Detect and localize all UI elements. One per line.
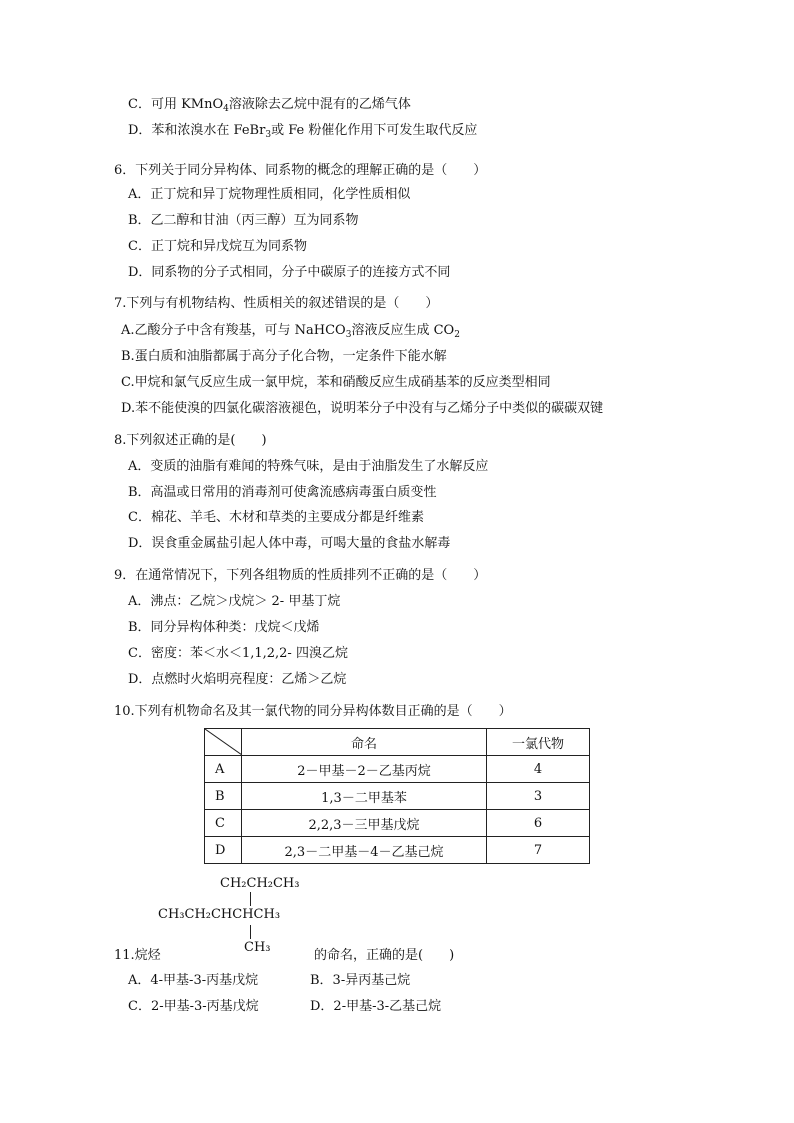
q9-option-a: A．沸点：乙烷＞戊烷＞ 2- 甲基丁烷 (128, 594, 341, 609)
q7-option-a: A.乙酸分子中含有羧基，可与 NaHCO$_3$溶液反应生成 $CO_2$ (121, 323, 460, 340)
q9-option-d: D．点燃时火焰明亮程度：乙烯＞乙烷 (128, 672, 347, 687)
table-row (205, 756, 590, 783)
diagonal-line (205, 729, 242, 755)
row-name: 2,2,3－三甲基戊烷 (242, 810, 487, 837)
q8-stem: 8.下列叙述正确的是( ) (114, 433, 267, 448)
q6-option-d: D．同系物的分子式相同，分子中碳原子的连接方式不同 (128, 265, 451, 280)
row-label: D (205, 837, 242, 864)
q7-option-c: C.甲烷和氯气反应生成一氯甲烷，苯和硝酸反应生成硝基苯的反应类型相同 (121, 375, 551, 390)
q8-option-a: A．变质的油脂有难闻的特殊气味，是由于油脂发生了水解反应 (128, 459, 489, 474)
q6-option-c: C．正丁烷和异戊烷互为同系物 (128, 239, 307, 254)
table-row (205, 837, 590, 864)
row-name: 1,3－二甲基苯 (242, 783, 487, 810)
q11-option-d: D．2-甲基-3-乙基己烷 (310, 999, 442, 1014)
q8-option-c: C．棉花、羊毛、木材和草类的主要成分都是纤维素 (128, 510, 424, 525)
q9-option-b: B．同分异构体种类：戊烷＜戊烯 (128, 620, 320, 635)
row-count: 6 (487, 810, 590, 837)
q11-stem-left: 11.烷烃 (114, 948, 161, 963)
structure-main-chain: CH₃CH₂CHCHCH₃ (158, 907, 281, 922)
row-count: 7 (487, 837, 590, 864)
q7-stem: 7.下列与有机物结构、性质相关的叙述错误的是（ ） (114, 296, 439, 311)
table-row (205, 810, 590, 837)
row-count: 3 (487, 783, 590, 810)
q7-option-d: D.苯不能使溴的四氯化碳溶液褪色，说明苯分子中没有与乙烯分子中类似的碳碳双键 (121, 401, 604, 416)
row-name: 2－甲基－2－乙基丙烷 (242, 756, 487, 783)
q11-option-b: B．3-异丙基己烷 (310, 973, 411, 988)
q11-stem-right: 的命名，正确的是( ) (314, 948, 455, 963)
header-name: 命名 (242, 729, 487, 756)
structure-top-chain: CH₂CH₂CH₃ (220, 876, 300, 891)
q10-stem: 10.下列有机物命名及其一氯代物的同分异构体数目正确的是（ ） (114, 704, 512, 719)
q5-option-c: C．可用 KMnO$_4$溶液除去乙烷中混有的乙烯气体 (128, 97, 411, 114)
q6-stem: 6．下列关于同分异构体、同系物的概念的理解正确的是（ ） (114, 163, 487, 178)
row-label: B (205, 783, 242, 810)
q6-option-b: B．乙二醇和甘油（丙三醇）互为同系物 (128, 213, 359, 228)
table-header-row (205, 729, 590, 756)
row-name: 2,3－二甲基－4－乙基己烷 (242, 837, 487, 864)
q7-option-b: B.蛋白质和油脂都属于高分子化合物，一定条件下能水解 (121, 349, 447, 364)
structure-bond-down (250, 925, 251, 939)
q6-option-a: A．正丁烷和异丁烷物理性质相同，化学性质相似 (128, 187, 411, 202)
structure-bottom-methyl: CH₃ (244, 940, 271, 955)
q11-option-a: A．4-甲基-3-丙基戊烷 (128, 973, 259, 988)
row-label: A (205, 756, 242, 783)
row-label: C (205, 810, 242, 837)
q5-option-d: D．苯和浓溴水在 FeBr$_3$或 Fe 粉催化作用下可发生取代反应 (128, 123, 478, 140)
q9-stem: 9．在通常情况下，下列各组物质的性质排列不正确的是（ ） (114, 568, 487, 583)
naming-table (204, 728, 590, 864)
table-row (205, 783, 590, 810)
q9-option-c: C．密度：苯＜水＜1,1,2,2- 四溴乙烷 (128, 646, 348, 661)
diagonal-header-cell (205, 729, 242, 756)
q11-option-c: C．2-甲基-3-丙基戊烷 (128, 999, 259, 1014)
structure-bond-up (250, 892, 251, 906)
q8-option-d: D．误食重金属盐引起人体中毒，可喝大量的食盐水解毒 (128, 536, 451, 551)
q8-option-b: B．高温或日常用的消毒剂可使禽流感病毒蛋白质变性 (128, 485, 437, 500)
row-count: 4 (487, 756, 590, 783)
header-count: 一氯代物 (487, 729, 590, 756)
